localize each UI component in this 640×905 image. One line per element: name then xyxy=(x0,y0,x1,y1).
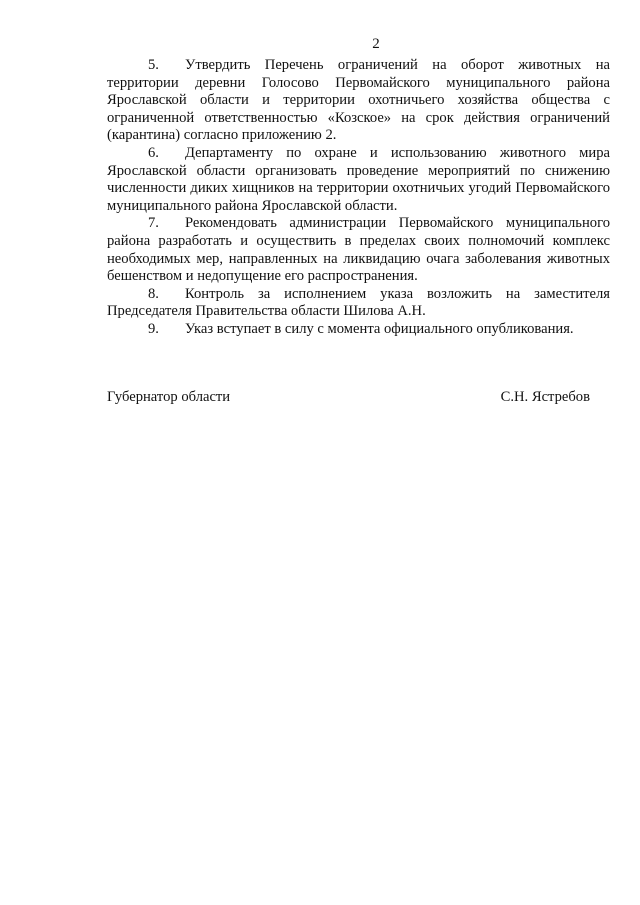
paragraph-7 xyxy=(107,215,610,285)
paragraph-text: Указ вступает в силу с момента официального опубликования. xyxy=(185,320,574,337)
paragraph-number: 8. xyxy=(148,285,159,302)
page-number: 2 xyxy=(372,36,380,52)
decree-body xyxy=(107,57,610,339)
signature-block xyxy=(107,389,590,407)
paragraph-9 xyxy=(107,321,610,339)
paragraph-8 xyxy=(107,286,610,321)
paragraph-6 xyxy=(107,145,610,215)
paragraph-text: Контроль за исполнением указа возложить на заместителя Председателя Правительства области Шилова А.Н. xyxy=(107,285,610,320)
paragraph-number: 9. xyxy=(148,320,159,337)
paragraph-number: 5. xyxy=(148,57,159,73)
signatory-name: С.Н. Ястребов xyxy=(500,389,590,405)
paragraph-text: Департаменту по охране и использованию животного мира Ярославской области организовать проведение мероприятий по снижению численности диких хищников на территории охотничьих угодий Первомайского муниципального района Ярославской области. xyxy=(107,144,610,214)
paragraph-5 xyxy=(107,57,610,145)
paragraph-number: 6. xyxy=(148,144,159,161)
signatory-position: Губернатор области xyxy=(107,389,231,405)
paragraph-text: Утвердить Перечень ограничений на оборот животных на территории деревни Голосово Первомайского муниципального района Ярославской области и территории охотничьего хозяйства общества с ограниченной ответственностью «Козское» на срок действия ограничений (карантина) согласно приложению 2. xyxy=(107,57,610,144)
paragraph-number: 7. xyxy=(148,215,159,232)
paragraph-text: Рекомендовать администрации Первомайского муниципального района разработать и осуществить в пределах своих полномочий комплекс необходимых мер, направленных на ликвидацию очага заболевания животных бешенством и недопущение его распространения. xyxy=(107,215,610,285)
